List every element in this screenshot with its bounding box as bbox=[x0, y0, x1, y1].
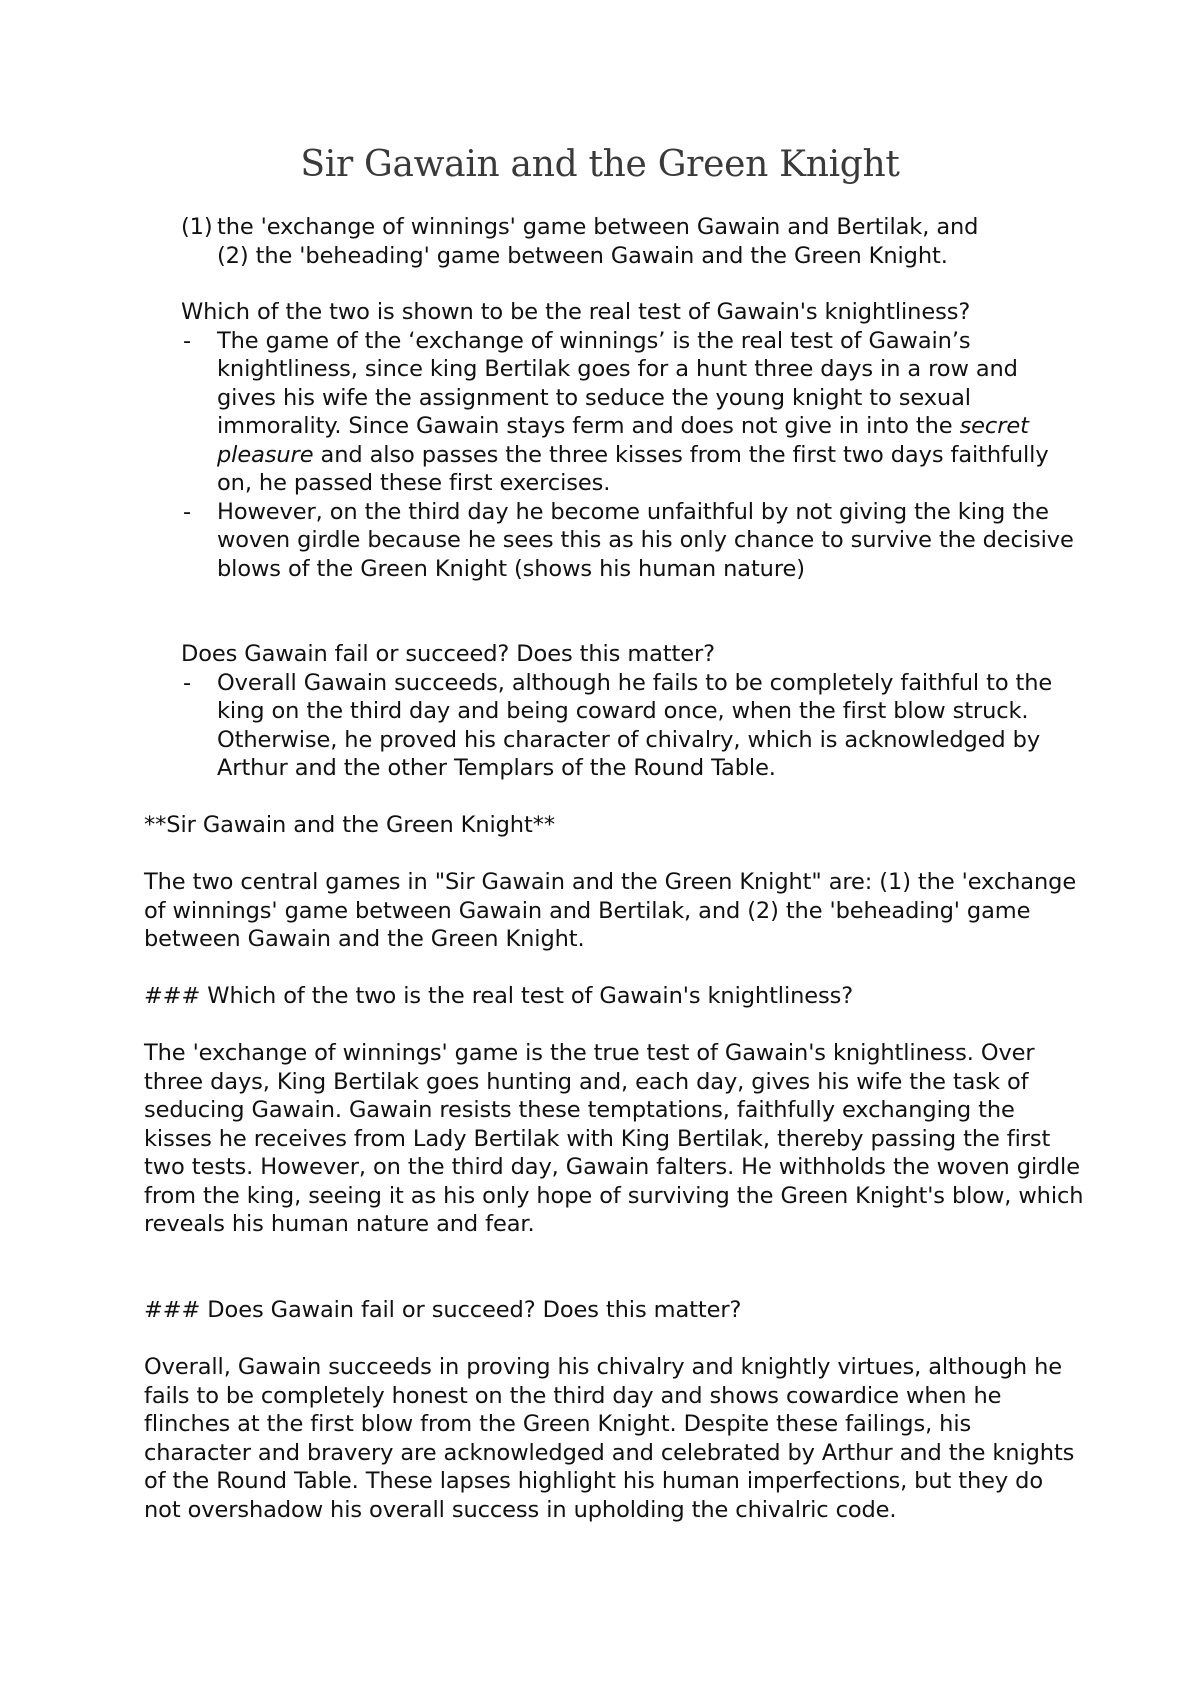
answer-bullet bbox=[181, 327, 1081, 498]
numbered-list bbox=[181, 213, 1081, 270]
bullet-dash: - bbox=[183, 498, 192, 525]
document-title: Sir Gawain and the Green Knight bbox=[300, 144, 900, 185]
markdown-paragraph-2: Overall, Gawain succeeds in proving his chivalry and knightly virtues, although he fails to be completely honest on the third day and shows cowardice when he flinches at the first blow from the Green Knight. Despite these failings, his character and bravery are acknowledged and celebrated by Arthur and the knights of the Round Table. These lapses highlight his human imperfections, but they do not overshadow his overall success in upholding the chivalric code. bbox=[144, 1354, 1075, 1523]
bullet-text: However, on the third day he become unfaithful by not giving the king the woven girdle because he sees this as his only chance to survive the decisive blows of the Green Knight (shows his human nature) bbox=[217, 498, 1074, 582]
bullet-text: Overall Gawain succeeds, although he fails to be completely faithful to the king on the third day and being coward once, when the first blow struck. Otherwise, he proved his character of chivalry, which is acknowledged by Arthur and the other Templars of the Round Table. bbox=[217, 669, 1053, 781]
bullet-text-after: and also passes the three kisses from the first two days faithfully on, he passed these first exercises. bbox=[217, 441, 1049, 496]
bullet-dash: - bbox=[183, 669, 192, 696]
item-text: the 'exchange of winnings' game between Gawain and Bertilak, and bbox=[217, 214, 979, 240]
italic-phrase: secret pleasure bbox=[217, 413, 1029, 468]
question-2: Does Gawain fail or succeed? Does this matter? bbox=[181, 641, 716, 667]
bullet-dash: - bbox=[183, 327, 192, 354]
question-2-answers bbox=[181, 669, 1081, 783]
markdown-subheading-1: ### Which of the two is the real test of Gawain's knightliness? bbox=[144, 983, 854, 1009]
bullet-text-before: The game of the ‘exchange of winnings’ is the real test of Gawain’s knightliness, since king Bertilak goes for a hunt three days in a row and gives his wife the assignment to seduce the young knight to sexual immorality. Since Gawain stays ferm and does not give in into the bbox=[217, 327, 1018, 439]
markdown-intro: The two central games in "Sir Gawain and the Green Knight" are: (1) the 'exchange of winnings' game between Gawain and Bertilak, and (2) the 'beheading' game between Gawain and the Green Knight. bbox=[144, 869, 1077, 952]
question-2-section bbox=[181, 640, 1081, 783]
markdown-paragraph-1: The 'exchange of winnings' game is the true test of Gawain's knightliness. Over three days, King Bertilak goes hunting and, each day, gives his wife the task of seducing Gawain. Gawain resists these temptations, faithfully exchanging the kisses he receives from Lady Bertilak with King Bertilak, thereby passing the first two tests. However, on the third day, Gawain falters. He withholds the woven girdle from the king, seeing it as his only hope of surviving the Green Knight's blow, which reveals his human nature and fear. bbox=[144, 1040, 1084, 1237]
question-1-section bbox=[181, 298, 1081, 583]
numbered-item-2: (2) the 'beheading' game between Gawain and the Green Knight. bbox=[217, 242, 948, 269]
question-1-answers bbox=[181, 327, 1081, 584]
item-number: (1) bbox=[181, 214, 213, 240]
answer-bullet bbox=[181, 498, 1081, 584]
markdown-heading: **Sir Gawain and the Green Knight** bbox=[144, 812, 555, 838]
answer-bullet bbox=[181, 669, 1081, 783]
question-1: Which of the two is shown to be the real test of Gawain's knightliness? bbox=[181, 299, 971, 325]
markdown-subheading-2: ### Does Gawain fail or succeed? Does this matter? bbox=[144, 1297, 742, 1323]
numbered-item-1 bbox=[181, 213, 1081, 242]
